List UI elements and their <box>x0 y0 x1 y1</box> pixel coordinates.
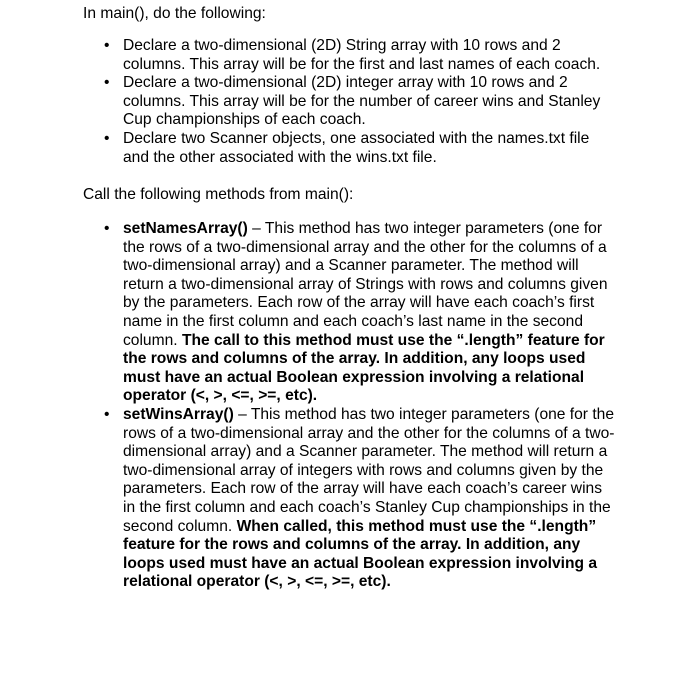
list-item <box>0 74 618 130</box>
method-item <box>0 220 618 406</box>
method-name: setNamesArray() <box>123 220 248 237</box>
bullet-icon: • <box>104 129 110 147</box>
intro-paragraph: In main(), do the following: <box>83 5 266 22</box>
bullet-icon: • <box>104 405 110 423</box>
list-item-text: Declare a two-dimensional (2D) integer array with 10 rows and 2 columns. This array will be for the number of career wins and Stanley Cup championships of each coach. <box>123 74 601 129</box>
bullet-icon: • <box>104 74 110 92</box>
method-item <box>0 406 618 592</box>
call-intro-paragraph: Call the following methods from main(): <box>83 186 354 203</box>
list-item-text: Declare two Scanner objects, one associated with the names.txt file and the other associated with the wins.txt file. <box>123 129 590 166</box>
bullet-icon: • <box>104 220 110 237</box>
bullet-icon: • <box>104 37 110 54</box>
method-name: setWinsArray() <box>123 405 234 423</box>
method-requirement: The call to this method must use the “.length” feature for the rows and columns of the array. In addition, any loops used must have an actual Boolean expression involving a relational operator (<, >, <=, >=, etc). <box>123 331 605 405</box>
methods-list <box>0 220 700 592</box>
list-item-text: Declare a two-dimensional (2D) String array with 10 rows and 2 columns. This array will be for the first and last names of each coach. <box>123 37 601 73</box>
list-item <box>0 130 618 167</box>
list-item <box>0 37 618 74</box>
method-requirement: When called, this method must use the “.length” feature for the rows and columns of the array. In addition, any loops used must have an actual Boolean expression involving a relational operator (<, >, <=, >=, etc). <box>123 517 598 591</box>
main-requirements-list <box>0 37 700 167</box>
method-description: – This method has two integer parameters (one for the rows of a two-dimensional array and the other for the columns of a two-dimensional array) and a Scanner parameter. The method will return a two-dimensional array of integers with rows and columns given by the parameters. Each row of the array will have each coach’s career wins in the first column and each coach’s Stanley Cup championships in the second column. <box>123 405 615 535</box>
method-description: – This method has two integer parameters (one for the rows of a two-dimensional array and the other for the columns of a two-dimensional array) and a Scanner parameter. The method will return a two-dimensional array of Strings with rows and columns given by the parameters. Each row of the array will have each coach’s first name in the first column and each coach’s last name in the second column. <box>123 220 608 349</box>
